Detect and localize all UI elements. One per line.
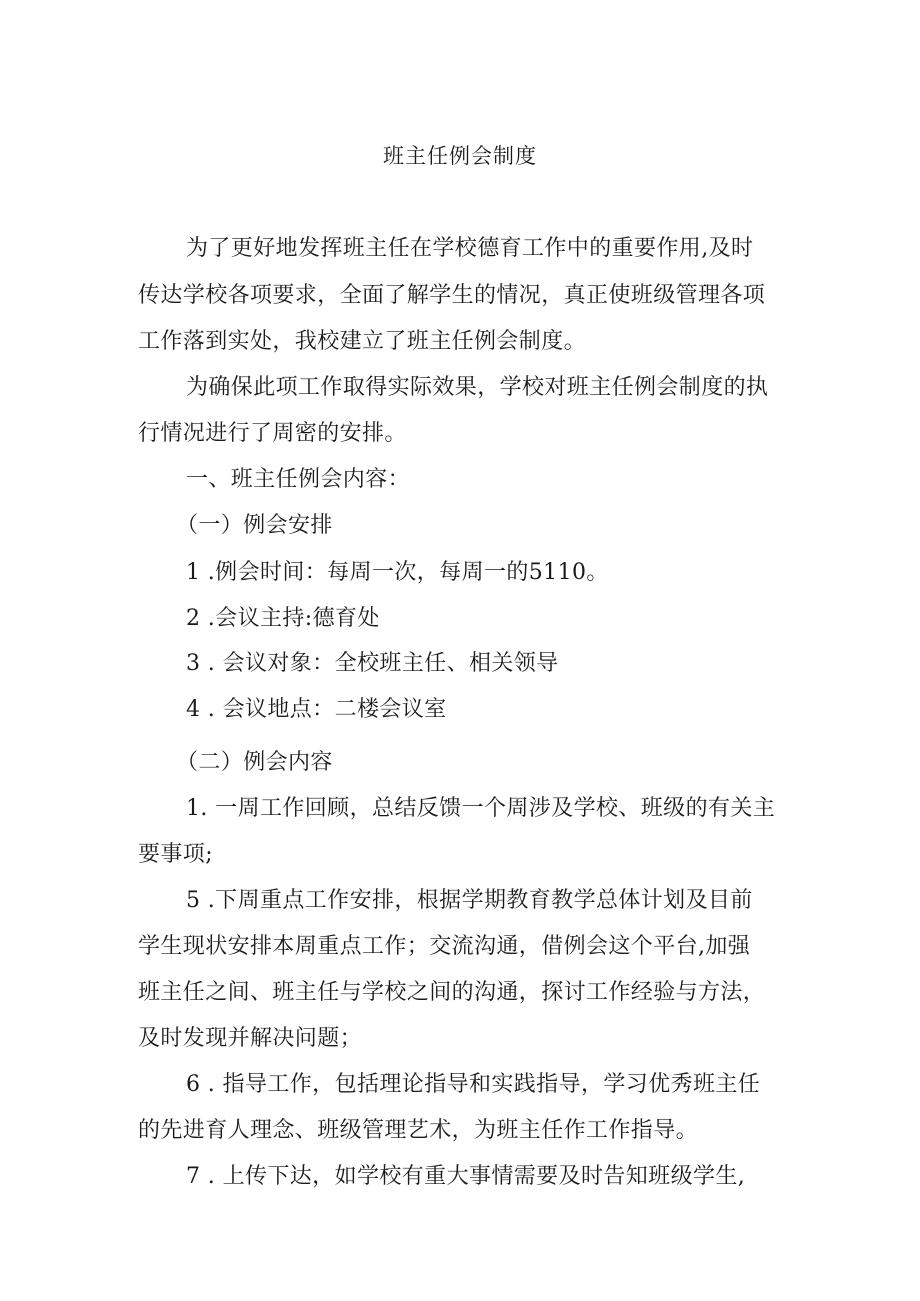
section-heading-1: 一、班主任例会内容： [186,467,411,492]
subsection-heading-content: （二）例会内容 [176,750,333,775]
content-item-1-line-1: 1. 一周工作回顾，总结反馈一个周涉及学校、班级的有关主 [186,796,776,821]
subsection-heading-arrangement: （一）例会安排 [176,513,333,538]
content-item-5-line-4: 及时发现并解决问题； [138,1026,363,1051]
content-item-1-line-2: 要事项; [138,842,214,867]
arrangement-item-4: 4 . 会议地点：二楼会议室 [186,697,447,722]
arrangement-item-1: 1 .例会时间：每周一次，每周一的5110。 [186,560,609,585]
content-item-5-line-3: 班主任之间、班主任与学校之间的沟通，探讨工作经验与方法， [138,980,766,1005]
content-item-5-line-1: 5 .下周重点工作安排，根据学期教育教学总体计划及目前 [186,888,753,913]
para2-line-2: 行情况进行了周密的安排。 [138,421,407,446]
intro-line-1: 为了更好地发挥班主任在学校德育工作中的重要作用,及时 [186,236,754,261]
content-item-6-line-1: 6 . 指导工作，包括理论指导和实践指导，学习优秀班主任 [186,1072,761,1097]
content-item-6-line-2: 的先进育人理念、班级管理艺术，为班主任作工作指导。 [138,1118,699,1143]
intro-line-3: 工作落到实处，我校建立了班主任例会制度。 [138,329,587,354]
arrangement-item-2: 2 .会议主持:德育处 [186,606,380,631]
document-title: 班主任例会制度 [383,144,537,168]
para2-line-1: 为确保此项工作取得实际效果，学校对班主任例会制度的执 [186,375,769,400]
content-item-5-line-2: 学生现状安排本周重点工作；交流沟通，借例会这个平台,加强 [138,934,751,959]
intro-line-2: 传达学校各项要求，全面了解学生的情况，真正使班级管理各项 [138,283,766,308]
arrangement-item-3: 3 . 会议对象：全校班主任、相关领导 [186,651,559,676]
content-item-7-line-1: 7 . 上传下达，如学校有重大事情需要及时告知班级学生, [186,1164,746,1189]
